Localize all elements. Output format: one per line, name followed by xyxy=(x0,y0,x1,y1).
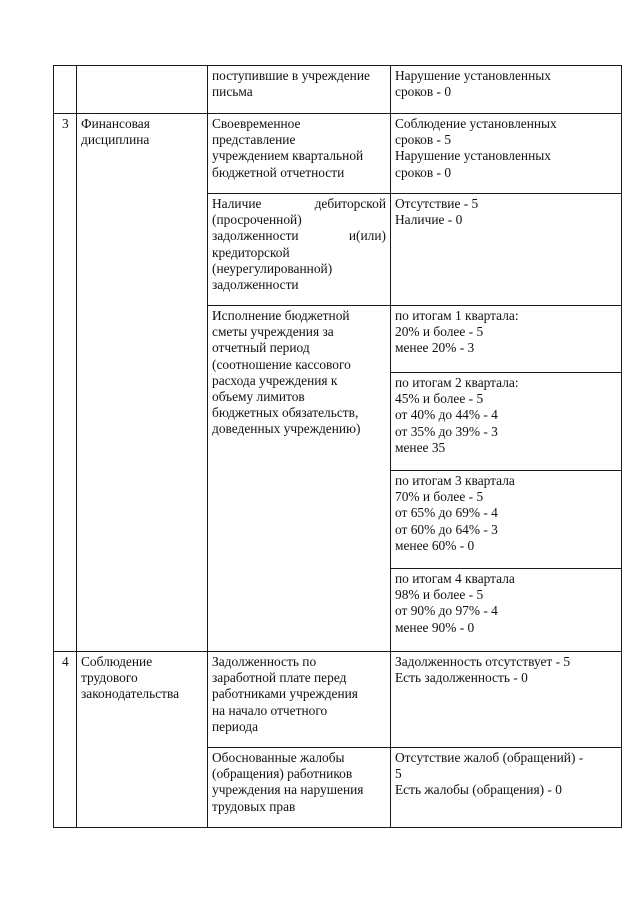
criteria-cell xyxy=(391,66,622,114)
indicator-line: Задолженность по xyxy=(212,654,317,669)
criteria-line: по итогам 2 квартала: xyxy=(395,375,519,390)
section-name-line: Соблюдение xyxy=(81,654,153,669)
indicator-line: доведенных учреждению) xyxy=(212,421,361,437)
section-name-cell xyxy=(77,652,208,828)
indicator-cell xyxy=(208,652,391,748)
section-name-line: законодательства xyxy=(81,686,180,702)
section-name-line: Финансовая xyxy=(81,116,150,131)
quarter-4-block xyxy=(391,569,621,651)
indicator-line: периода xyxy=(212,718,259,734)
indicator-line: расхода учреждения к xyxy=(212,372,338,388)
table-row xyxy=(54,66,622,114)
criteria-line: Соблюдение установленных xyxy=(395,116,557,131)
criteria-line: от 60% до 64% - 3 xyxy=(395,521,498,537)
criteria-line: от 40% до 44% - 4 xyxy=(395,407,498,423)
criteria-line: 70% и более - 5 xyxy=(395,489,484,505)
section-name-line: дисциплина xyxy=(81,132,150,148)
indicator-line: представление xyxy=(212,132,296,148)
criteria-line: Нарушение установленных xyxy=(395,68,551,83)
section-name-cell xyxy=(77,66,208,114)
indicator-cell xyxy=(208,748,391,828)
row-number-cell: 3 xyxy=(54,114,77,652)
indicator-line: (неурегулированной) xyxy=(212,260,333,276)
criteria-line: по итогам 1 квартала: xyxy=(395,308,519,323)
criteria-cell xyxy=(391,652,622,748)
criteria-line: менее 20% - 3 xyxy=(395,340,475,356)
criteria-line: менее 90% - 0 xyxy=(395,619,475,635)
criteria-line: 98% и более - 5 xyxy=(395,587,484,603)
criteria-line: от 35% до 39% - 3 xyxy=(395,423,498,439)
indicator-line: бюджетных обязательств, xyxy=(212,405,359,421)
indicator-line: (обращения) работников xyxy=(212,766,353,782)
row-number-cell: 4 xyxy=(54,652,77,828)
criteria-line: Задолженность отсутствует - 5 xyxy=(395,654,571,669)
indicator-line: Своевременное xyxy=(212,116,301,131)
indicator-cell xyxy=(208,194,391,306)
criteria-line: сроков - 5 xyxy=(395,132,452,148)
criteria-line: Отсутствие - 5 xyxy=(395,196,479,211)
indicator-line: (соотношение кассового xyxy=(212,356,351,372)
criteria-line: по итогам 3 квартала xyxy=(395,473,515,488)
criteria-line: по итогам 4 квартала xyxy=(395,571,515,586)
indicator-line: трудовых прав xyxy=(212,798,296,814)
indicator-cell xyxy=(208,114,391,194)
indicator-line: кредиторской xyxy=(212,244,290,260)
criteria-line: сроков - 0 xyxy=(395,84,452,100)
indicator-line: учреждением квартальной xyxy=(212,148,364,164)
criteria-cell xyxy=(391,114,622,194)
indicator-line: учреждения на нарушения xyxy=(212,782,364,798)
criteria-line: 45% и более - 5 xyxy=(395,391,484,407)
criteria-line: Нарушение установленных xyxy=(395,148,551,164)
indicator-line: бюджетной отчетности xyxy=(212,164,345,180)
section-name-line: трудового xyxy=(81,670,138,686)
indicator-justified-line: Наличие дебиторской xyxy=(212,196,386,211)
criteria-cell xyxy=(391,748,622,828)
indicator-line: письма xyxy=(212,84,253,100)
indicator-line: отчетный период xyxy=(212,340,310,356)
criteria-line: Наличие - 0 xyxy=(395,212,463,228)
indicator-line: Обоснованные жалобы xyxy=(212,750,345,765)
indicator-cell xyxy=(208,66,391,114)
indicator-line: поступившие в учреждение xyxy=(212,68,370,83)
table-row xyxy=(54,114,622,194)
indicator-line: объему лимитов xyxy=(212,389,305,405)
quarter-1-block xyxy=(391,306,621,373)
criteria-cell xyxy=(391,194,622,306)
criteria-line: менее 60% - 0 xyxy=(395,537,475,553)
indicator-justified-line: задолженности и(или) xyxy=(212,228,386,244)
quarter-2-block xyxy=(391,373,621,471)
criteria-line: Есть задолженность - 0 xyxy=(395,670,528,686)
criteria-cell-quarters xyxy=(391,306,622,652)
row-number-cell xyxy=(54,66,77,114)
indicator-line: заработной плате перед xyxy=(212,670,347,686)
criteria-line: 20% и более - 5 xyxy=(395,324,484,340)
indicator-line: Исполнение бюджетной xyxy=(212,308,350,323)
indicator-line: работниками учреждения xyxy=(212,686,358,702)
criteria-line: Отсутствие жалоб (обращений) - xyxy=(395,750,584,765)
criteria-line: от 90% до 97% - 4 xyxy=(395,603,498,619)
criteria-line: 5 xyxy=(395,766,402,782)
criteria-line: менее 35 xyxy=(395,439,446,455)
table-row xyxy=(54,652,622,748)
indicator-line: задолженности xyxy=(212,277,299,293)
quarter-3-block xyxy=(391,471,621,569)
indicator-line: сметы учреждения за xyxy=(212,324,334,340)
indicator-line: (просроченной) xyxy=(212,212,302,228)
section-name-cell xyxy=(77,114,208,652)
indicator-line: на начало отчетного xyxy=(212,702,328,718)
indicator-cell xyxy=(208,306,391,652)
criteria-line: Есть жалобы (обращения) - 0 xyxy=(395,782,562,798)
criteria-line: сроков - 0 xyxy=(395,164,452,180)
criteria-line: от 65% до 69% - 4 xyxy=(395,505,498,521)
criteria-table xyxy=(53,65,622,828)
